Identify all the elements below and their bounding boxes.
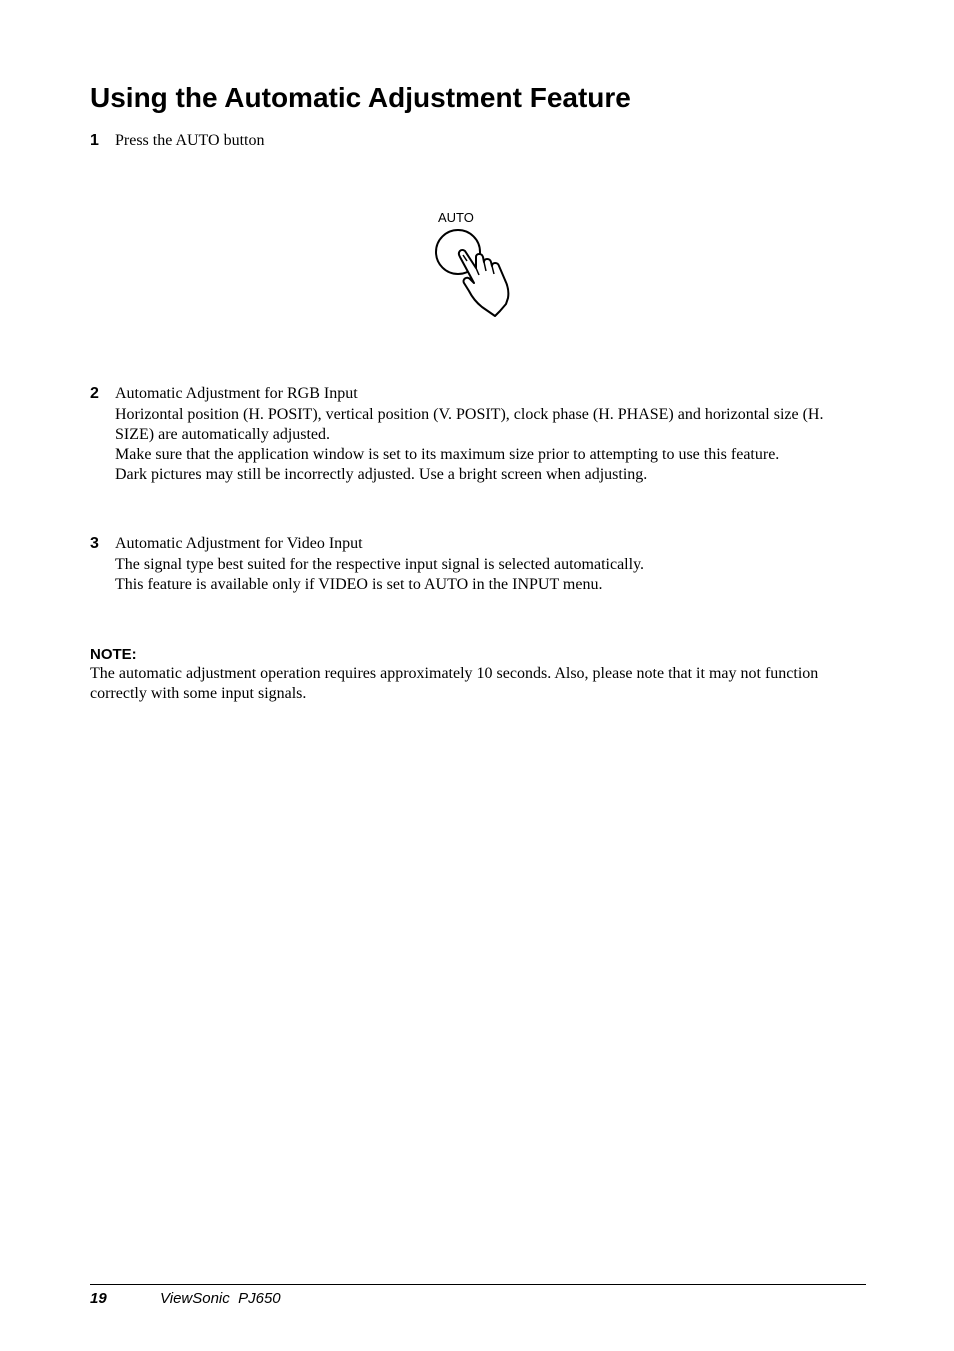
step-2 — [90, 384, 865, 485]
page-title: Using the Automatic Adjustment Feature — [90, 82, 631, 113]
auto-button-illustration — [420, 205, 530, 325]
step-1 — [90, 131, 264, 151]
footer-rule — [90, 1284, 866, 1285]
step-number: 2 — [90, 385, 99, 402]
step-paragraph: Make sure that the application window is set to its maximum size prior to attempting to use this feature. — [115, 446, 780, 463]
note-text: The automatic adjustment operation requires approximately 10 seconds. Also, please note that it may not function correctly with some input signals. — [90, 665, 819, 702]
finger-pressing-button-icon — [420, 205, 530, 325]
footer-product: ViewSonic PJ650 — [160, 1290, 281, 1307]
step-paragraph: Horizontal position (H. POSIT), vertical position (V. POSIT), clock phase (H. PHASE) and horizontal size (H. SIZE) are automatically adjusted. — [115, 406, 824, 443]
step-body — [115, 555, 865, 595]
step-3 — [90, 534, 865, 595]
note-block — [90, 646, 850, 704]
step-heading: Automatic Adjustment for RGB Input — [115, 385, 358, 402]
note-heading: NOTE: — [90, 646, 137, 663]
step-number: 1 — [90, 132, 99, 149]
step-body — [115, 405, 865, 485]
step-heading: Press the AUTO button — [115, 132, 265, 149]
auto-button-label: AUTO — [438, 210, 474, 225]
step-paragraph: This feature is available only if VIDEO is set to AUTO in the INPUT menu. — [115, 576, 603, 593]
step-number: 3 — [90, 535, 99, 552]
step-paragraph: Dark pictures may still be incorrectly adjusted. Use a bright screen when adjusting. — [115, 466, 648, 483]
step-paragraph: The signal type best suited for the respective input signal is selected automatically. — [115, 556, 645, 573]
page-number: 19 — [90, 1290, 107, 1307]
step-heading: Automatic Adjustment for Video Input — [115, 535, 363, 552]
